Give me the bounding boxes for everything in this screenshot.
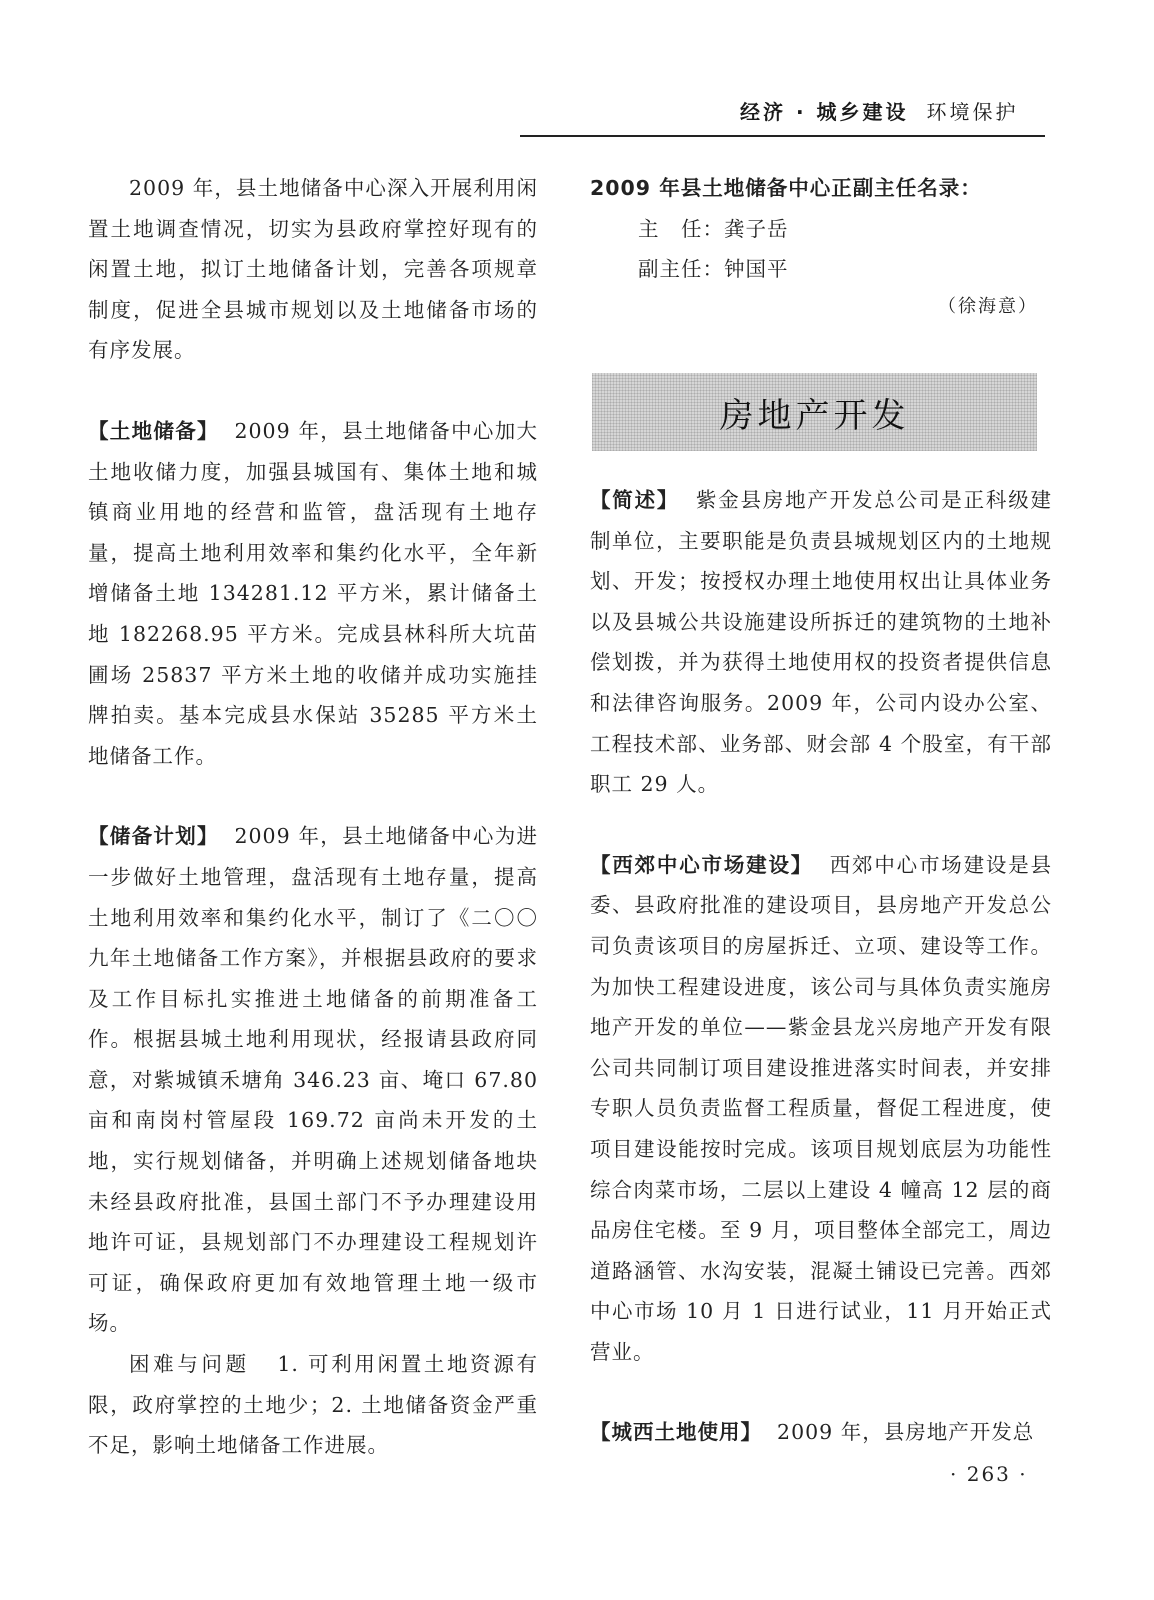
page-number: · 263 · <box>950 1462 1028 1486</box>
director-entry: 主 任：龚子岳 <box>638 216 789 241</box>
section-banner <box>592 373 1037 451</box>
overview-text: 紫金县房地产开发总公司是正科级建制单位，主要职能是负责县城规划区内的土地规划、开发；按授权办理土地使用权出让具体业务以及县城公共设施建设所拆迁的建筑物的土地补偿划拨，并为获得土地使用权的投资者提供信息和法律咨询服务。2009 年，公司内设办公室、工程技术部、业务部、财会部 4 个股室，有干部职工 29 人。 <box>590 488 1052 797</box>
difficulty-text: 1. 可利用闲置土地资源有限，政府掌控的土地少；2. 土地储备资金严重不足，影响土地储备工作进展。 <box>88 1352 538 1458</box>
right-column <box>590 168 1052 324</box>
right-column-lower <box>590 480 1052 1453</box>
overview-paragraph <box>590 480 1052 805</box>
difficulty-label: 困难与问题 <box>129 1352 250 1377</box>
author-credit: （徐海意） <box>938 295 1038 317</box>
overview-tag: 【简述】 <box>590 488 680 512</box>
west-land-paragraph <box>590 1412 1052 1453</box>
intro-paragraph: 2009 年，县土地储备中心深入开展利用闲置土地调查情况，切实为县政府掌控好现有的闲置土地，拟订土地储备计划，完善各项规章制度，促进全县城市规划以及土地储备市场的有序发展。 <box>88 176 538 363</box>
reserve-plan-text: 2009 年，县土地储备中心为进一步做好土地管理，盘活现有土地存量，提高土地利用效率和集约化水平，制订了《二〇〇九年土地储备工作方案》，并根据县政府的要求及工作目标扎实推进土地储备的前期准备工作。根据县城土地利用现状，经报请县政府同意，对紫城镇禾塘角 346.23 亩、埯口 67.80 亩和南岗村管屋段 169.72 亩尚未开发的土地，实行规划储备，并明确上述规划储备地块未经县政府批准，县国土部门不予办理建设用地许可证，县规划部门不办理建设工程规划许可证，确保政府更加有效地管理土地一级市场。 <box>88 824 538 1336</box>
market-text: 西郊中心市场建设是县委、县政府批准的建设项目，县房地产开发总公司负责该项目的房屋拆迁、立项、建设等工作。为加快工程建设进度，该公司与具体负责实施房地产开发的单位——紫金县龙兴房地产开发有限公司共同制订项目建设推进落实时间表，并安排专职人员负责监督工程质量，督促工程进度，使项目建设能按时完成。该项目规划底层为功能性综合肉菜市场，二层以上建设 4 幢高 12 层的商品房住宅楼。至 9 月，项目整体全部完工，周边道路涵管、水沟安装，混凝土铺设已完善。西郊中心市场 10 月 1 日进行试业，11 月开始正式营业。 <box>590 852 1052 1364</box>
west-land-text: 2009 年，县房地产开发总 <box>777 1420 1035 1445</box>
land-reserve-text: 2009 年，县土地储备中心加大土地收储力度，加强县城国有、集体土地和城镇商业用地的经营和监管，盘活现有土地存量，提高土地利用效率和集约化水平，全年新增储备土地 134281.12 平方米，累计储备土地 182268.95 平方米。完成县林科所大坑苗圃场 25837 平方米土地的收储并成功实施挂牌拍卖。基本完成县水保站 35285 平方米土地储备工作。 <box>88 418 538 768</box>
reserve-plan-paragraph <box>88 816 538 1344</box>
header-section: 经济 · 城乡建设 <box>740 100 909 124</box>
header-rule <box>520 135 1045 137</box>
land-reserve-tag: 【土地储备】 <box>88 418 219 443</box>
market-tag: 【西郊中心市场建设】 <box>590 852 814 877</box>
section-title: 房地产开发 <box>719 395 910 436</box>
running-header <box>740 96 1040 125</box>
directors-title: 2009 年县土地储备中心正副主任名录： <box>590 176 982 200</box>
land-reserve-paragraph <box>88 411 538 776</box>
header-subsection: 环境保护 <box>926 100 1019 124</box>
deputy-director-entry: 副主任：钟国平 <box>638 257 789 282</box>
reserve-plan-tag: 【储备计划】 <box>88 824 219 849</box>
left-column <box>88 168 538 1466</box>
difficulty-paragraph <box>88 1344 538 1466</box>
market-paragraph <box>590 845 1052 1373</box>
west-land-tag: 【城西土地使用】 <box>590 1420 762 1445</box>
